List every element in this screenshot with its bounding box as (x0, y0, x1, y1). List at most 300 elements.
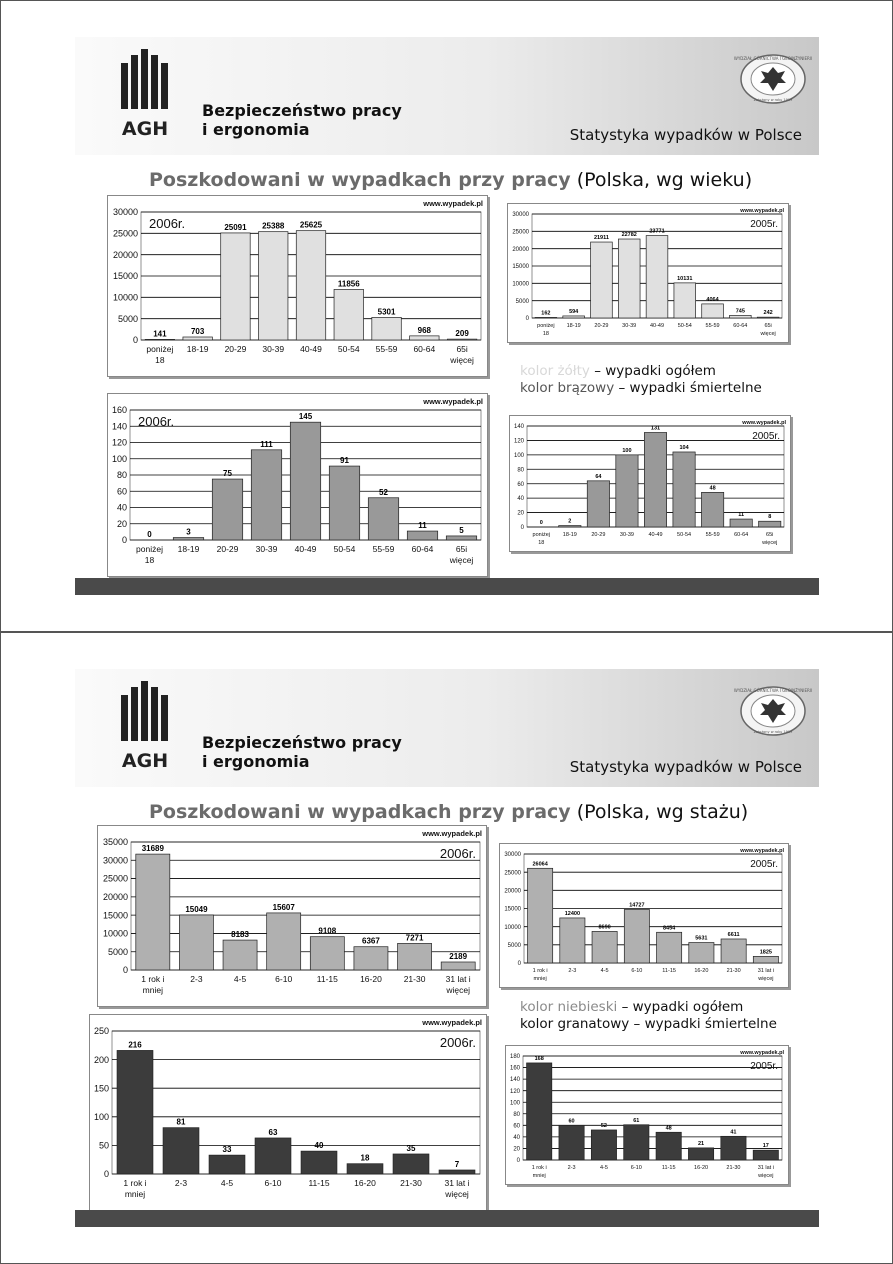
data-label: 6367 (362, 936, 380, 946)
data-label: 5 (459, 525, 464, 535)
data-label: 11856 (337, 279, 360, 289)
x-tick-label: więcej (445, 1189, 469, 1199)
y-tick-label: 20 (517, 510, 524, 517)
y-tick-label: 140 (513, 424, 524, 431)
data-label: 745 (735, 308, 745, 315)
x-tick-label: 65i (766, 532, 774, 538)
x-tick-label: 11-15 (661, 1165, 676, 1171)
x-tick-label: 31 lat i (445, 974, 471, 984)
x-tick-label: 55-59 (705, 532, 720, 538)
faculty-seal-icon (733, 685, 813, 737)
data-label: 48 (665, 1125, 672, 1132)
x-tick-label: mniej (532, 1173, 546, 1179)
x-tick-label: 16-20 (360, 974, 382, 984)
y-tick-label: 10000 (512, 281, 529, 288)
legend-rest-1: – wypadki ogółem (589, 363, 716, 379)
seal-subtext: Założony w roku 1919 (753, 730, 793, 734)
x-tick-label: 4-5 (599, 1165, 608, 1171)
data-label: 0 (147, 530, 152, 539)
data-label: 141 (153, 329, 167, 339)
x-tick-label: mniej (533, 976, 547, 982)
x-tick-label: 20-29 (216, 544, 239, 554)
data-label: 81 (176, 1117, 186, 1127)
data-label: 9108 (318, 926, 337, 936)
x-tick-label: mniej (142, 985, 163, 995)
x-tick-label: 40-49 (648, 532, 663, 538)
y-tick-label: 0 (516, 1158, 520, 1165)
y-tick-label: 15000 (102, 910, 128, 921)
data-label: 8454 (663, 925, 676, 932)
y-tick-label: 50 (98, 1140, 109, 1151)
logo-text: AGH (121, 750, 169, 772)
data-label: 52 (600, 1122, 607, 1129)
data-label: 5301 (377, 307, 396, 317)
data-label: 21 (698, 1140, 705, 1147)
x-tick-label: 50-54 (677, 323, 692, 329)
data-label: 26064 (532, 861, 548, 868)
bar (757, 317, 779, 318)
y-tick-label: 0 (103, 1169, 109, 1180)
footer-bar (75, 1210, 819, 1227)
x-tick-label: 21-30 (726, 968, 741, 974)
bar (528, 868, 553, 963)
data-label: 594 (569, 308, 579, 315)
bar (559, 526, 581, 527)
y-tick-label: 120 (509, 1088, 520, 1095)
x-tick-label: 60-64 (734, 532, 749, 538)
y-tick-label: 0 (122, 965, 128, 976)
agh-logo-icon (117, 49, 173, 139)
y-tick-label: 10000 (112, 292, 138, 303)
legend (520, 999, 777, 1033)
source-label: www.wypadek.pl (423, 199, 483, 208)
y-tick-label: 20000 (102, 892, 128, 903)
y-tick-label: 25000 (102, 873, 128, 884)
header-subtitle: Statystyka wypadków w Polsce (569, 126, 802, 144)
data-label: 61 (633, 1117, 640, 1124)
y-tick-label: 30000 (512, 212, 529, 219)
y-tick-label: 5000 (107, 946, 128, 957)
y-tick-label: 30000 (504, 852, 521, 859)
y-tick-label: 200 (93, 1054, 109, 1065)
x-tick-label: 1 rok i (141, 974, 165, 984)
y-tick-label: 100 (111, 453, 127, 464)
bar (560, 918, 585, 963)
x-tick-label: 2-3 (174, 1178, 188, 1188)
data-label: 40 (314, 1141, 324, 1151)
bar (258, 232, 287, 340)
data-label: 6611 (727, 931, 740, 938)
y-tick-label: 20 (116, 518, 127, 529)
seal-subtext: Założony w roku 1919 (753, 98, 793, 102)
y-tick-label: 100 (93, 1111, 109, 1122)
y-tick-label: 140 (111, 421, 127, 432)
x-tick-label: 65i (456, 344, 468, 354)
data-label: 12400 (564, 910, 581, 917)
year-label: 2006r. (439, 846, 476, 861)
x-tick-label: 16-20 (694, 1165, 709, 1171)
data-label: 33 (222, 1145, 232, 1155)
bar (410, 336, 439, 340)
legend-line-2 (520, 380, 762, 397)
source-label: www.wypadek.pl (740, 208, 784, 214)
y-tick-label: 10000 (102, 928, 128, 939)
data-label: 35 (406, 1143, 416, 1153)
data-label: 0 (539, 520, 543, 526)
y-tick-label: 25000 (112, 228, 138, 239)
x-tick-label: 18-19 (177, 544, 200, 554)
slide-title (149, 801, 748, 823)
x-tick-label: 18 (538, 540, 545, 546)
bar (255, 1138, 291, 1174)
legend-rest-2: – wypadki śmiertelne (629, 1016, 777, 1032)
x-tick-label: 31 lat i (757, 968, 774, 974)
x-tick-label: 50-54 (333, 544, 356, 554)
bar (618, 239, 640, 318)
bar (329, 466, 359, 540)
data-label: 703 (190, 327, 205, 337)
bar (591, 1130, 616, 1160)
x-tick-label: 6-10 (630, 1165, 642, 1171)
y-tick-label: 5000 (507, 942, 521, 949)
legend-line-1 (520, 363, 762, 380)
legend-line-2 (520, 1016, 777, 1033)
bar (441, 962, 475, 970)
y-tick-label: 60 (116, 486, 127, 497)
y-tick-label: 0 (132, 335, 138, 346)
legend-color-word-2: kolor brązowy (520, 380, 615, 396)
data-label: 23771 (649, 228, 665, 235)
header-title (202, 101, 402, 139)
x-tick-label: więcej (446, 985, 470, 995)
x-tick-label: 20-29 (224, 344, 247, 354)
chart-age-2005-total (507, 203, 789, 343)
data-label: 18 (360, 1153, 370, 1163)
chart-tenure-2005-fatal (505, 1045, 789, 1185)
x-tick-label: 21-30 (403, 974, 426, 984)
x-tick-label: 4-5 (233, 974, 247, 984)
data-label: 25625 (299, 220, 323, 230)
data-label: 100 (622, 447, 632, 454)
x-tick-label: 40-49 (649, 323, 665, 329)
y-tick-label: 30000 (112, 207, 138, 218)
bar (223, 940, 257, 970)
bar (251, 450, 281, 540)
data-label: 968 (417, 325, 432, 335)
bar (173, 538, 203, 540)
x-tick-label: 2-3 (568, 968, 577, 974)
slide-title-main: Poszkodowani w wypadkach przy pracy (149, 801, 571, 823)
y-tick-label: 160 (111, 405, 127, 416)
x-tick-label: więcej (762, 540, 778, 546)
chart-tenure-2006-total (97, 825, 487, 1007)
bar (656, 1132, 681, 1160)
logo-text: AGH (121, 118, 169, 140)
x-tick-label: więcej (758, 976, 774, 982)
y-tick-label: 120 (111, 437, 127, 448)
x-tick-label: mniej (124, 1189, 146, 1199)
x-tick-label: 6-10 (275, 974, 293, 984)
data-label: 75 (223, 469, 232, 479)
data-label: 111 (260, 439, 273, 449)
year-label: 2005r. (752, 431, 780, 442)
y-tick-label: 40 (513, 1134, 520, 1141)
y-tick-label: 10000 (504, 924, 521, 931)
bar (447, 339, 476, 340)
bar (310, 937, 344, 970)
x-tick-label: 60-64 (411, 544, 434, 554)
x-tick-label: 21-30 (726, 1165, 741, 1171)
x-tick-label: więcej (450, 355, 474, 365)
y-tick-label: 60 (517, 481, 524, 488)
y-tick-label: 120 (513, 438, 524, 445)
data-label: 3 (186, 527, 191, 537)
data-label: 2189 (449, 951, 468, 961)
header-subtitle: Statystyka wypadków w Polsce (569, 758, 802, 776)
x-tick-label: 40-49 (300, 344, 322, 354)
y-tick-label: 30000 (102, 855, 128, 866)
y-tick-label: 40 (517, 496, 524, 503)
x-tick-label: więcej (760, 331, 776, 337)
bar (145, 339, 174, 340)
bar (347, 1164, 383, 1174)
bar (368, 498, 398, 540)
x-tick-label: 6-10 (631, 968, 643, 974)
data-label: 60 (568, 1118, 575, 1125)
bar (179, 915, 213, 970)
y-tick-label: 5000 (117, 313, 138, 324)
bar (267, 913, 301, 970)
bar (753, 1150, 778, 1160)
bar (439, 1170, 475, 1174)
bar (701, 492, 723, 527)
bar (183, 337, 212, 340)
legend (520, 363, 762, 397)
bar (674, 283, 696, 318)
x-tick-label: 18-19 (562, 532, 577, 538)
data-label: 63 (268, 1127, 278, 1137)
x-tick-label: 1 rok i (532, 968, 548, 974)
chart-tenure-2005-total (499, 843, 789, 988)
data-label: 25091 (224, 222, 247, 232)
y-tick-label: 250 (93, 1026, 109, 1037)
x-tick-label: 30-39 (255, 544, 278, 554)
x-tick-label: 65i (764, 323, 772, 329)
bar (563, 316, 585, 318)
bar (616, 455, 638, 527)
x-tick-label: poniżej (532, 532, 550, 538)
x-tick-label: więcej (449, 555, 474, 565)
bar (535, 317, 557, 318)
x-tick-label: więcej (758, 1173, 774, 1179)
x-tick-label: 2-3 (567, 1165, 576, 1171)
slide-title-main: Poszkodowani w wypadkach przy pracy (149, 169, 571, 191)
x-tick-label: 11-15 (662, 968, 676, 974)
source-label: www.wypadek.pl (422, 829, 482, 838)
data-label: 8 (768, 514, 772, 521)
x-tick-label: 6-10 (264, 1178, 282, 1188)
year-label: 2005r. (750, 859, 778, 870)
x-tick-label: 11-15 (308, 1178, 330, 1188)
data-label: 5631 (695, 935, 708, 942)
bar (730, 315, 752, 318)
data-label: 14727 (629, 902, 645, 909)
x-tick-label: 2-3 (190, 974, 203, 984)
y-tick-label: 15000 (512, 264, 529, 271)
y-tick-label: 15000 (504, 906, 521, 913)
bar (221, 233, 250, 340)
y-tick-label: 80 (513, 1111, 520, 1118)
year-label: 2006r. (439, 1035, 476, 1050)
header-title-line2: i ergonomia (202, 120, 310, 139)
legend-color-word-2: kolor granatowy (520, 1016, 630, 1032)
bar (398, 943, 432, 970)
bar (407, 531, 437, 540)
bar (301, 1151, 337, 1174)
y-tick-label: 80 (517, 467, 524, 474)
agh-logo-icon (117, 681, 173, 771)
y-tick-label: 40 (116, 502, 127, 513)
year-label: 2005r. (750, 1061, 778, 1072)
y-tick-label: 100 (509, 1100, 520, 1107)
data-label: 131 (650, 425, 661, 432)
data-label: 7 (454, 1159, 460, 1169)
data-label: 91 (340, 456, 349, 466)
y-tick-label: 20 (513, 1146, 520, 1153)
data-label: 216 (128, 1040, 142, 1050)
year-label: 2006r. (138, 414, 175, 429)
footer-bar (75, 578, 819, 595)
bar (117, 1050, 153, 1174)
chart-tenure-2006-fatal (89, 1014, 487, 1211)
header-title-line1: Bezpieczeństwo pracy (202, 733, 402, 752)
data-label: 8690 (598, 924, 611, 931)
y-tick-label: 160 (509, 1065, 520, 1072)
bar (591, 242, 613, 318)
x-tick-label: 20-29 (591, 532, 606, 538)
seal-text: WYDZIAŁ GÓRNICTWA I GEOINŻYNIERII (733, 56, 813, 61)
x-tick-label: 55-59 (375, 344, 398, 354)
legend-line-1 (520, 999, 777, 1016)
bar (209, 1155, 245, 1174)
chart-age-2006-fatal (107, 393, 488, 577)
chart-age-2006-total (107, 195, 488, 377)
source-label: www.wypadek.pl (742, 420, 786, 426)
x-tick-label: 30-39 (262, 344, 285, 354)
bar (212, 479, 242, 540)
x-tick-label: 50-54 (677, 532, 692, 538)
y-tick-label: 140 (509, 1077, 520, 1084)
slide-title (149, 169, 752, 191)
header-title (202, 733, 402, 771)
seal-text: WYDZIAŁ GÓRNICTWA I GEOINŻYNIERII (733, 688, 813, 693)
x-tick-label: 60-64 (413, 344, 436, 354)
x-tick-label: 30-39 (619, 532, 634, 538)
y-tick-label: 35000 (102, 837, 128, 848)
data-label: 25388 (262, 221, 285, 231)
bar (689, 943, 714, 963)
x-tick-label: 50-54 (337, 344, 360, 354)
x-tick-label: 31 lat i (757, 1165, 774, 1171)
header-title-line1: Bezpieczeństwo pracy (202, 101, 402, 120)
x-tick-label: 18 (542, 331, 549, 337)
y-tick-label: 5000 (515, 298, 529, 305)
bar (372, 317, 401, 340)
x-tick-label: 18 (144, 555, 155, 565)
x-tick-label: 18-19 (566, 323, 581, 329)
data-label: 11 (418, 521, 427, 531)
data-label: 104 (679, 444, 689, 451)
x-tick-label: 20-29 (594, 323, 609, 329)
data-label: 41 (730, 1129, 737, 1136)
bar (334, 289, 363, 340)
data-label: 168 (534, 1055, 544, 1062)
legend-color-word-1: kolor żółty (520, 363, 590, 379)
x-tick-label: 55-59 (372, 544, 395, 554)
y-tick-label: 0 (121, 535, 127, 546)
data-label: 242 (763, 310, 773, 317)
y-tick-label: 60 (513, 1123, 520, 1130)
year-label: 2005r. (750, 219, 778, 230)
data-label: 7271 (405, 933, 424, 943)
y-tick-label: 15000 (112, 271, 138, 282)
x-tick-label: 18-19 (186, 344, 209, 354)
y-tick-label: 100 (513, 452, 524, 459)
x-tick-label: poniżej (136, 544, 163, 554)
bar (163, 1128, 199, 1174)
y-tick-label: 0 (517, 961, 521, 968)
bar (296, 231, 325, 340)
bar (657, 932, 682, 963)
bar (559, 1125, 584, 1160)
x-tick-label: 4-5 (220, 1178, 234, 1188)
data-label: 21911 (593, 235, 609, 242)
data-label: 48 (709, 485, 716, 492)
data-label: 1825 (759, 949, 772, 956)
bar (527, 1063, 552, 1160)
x-tick-label: 1 rok i (531, 1165, 547, 1171)
y-tick-label: 0 (520, 525, 524, 532)
data-label: 52 (379, 487, 388, 497)
source-label: www.wypadek.pl (740, 1050, 784, 1056)
bar (688, 1148, 713, 1160)
legend-color-word-1: kolor niebieski (520, 999, 618, 1015)
x-tick-label: 31 lat i (444, 1178, 470, 1188)
x-tick-label: 55-59 (705, 323, 720, 329)
bar (136, 854, 170, 970)
x-tick-label: 11-15 (316, 974, 338, 984)
x-tick-label: poniżej (146, 344, 174, 354)
source-label: www.wypadek.pl (423, 397, 483, 406)
bar (624, 1125, 649, 1160)
bar (592, 931, 617, 963)
y-tick-label: 20000 (512, 246, 529, 253)
legend-rest-1: – wypadki ogółem (617, 999, 744, 1015)
bar (753, 956, 778, 963)
faculty-seal-icon (733, 53, 813, 105)
data-label: 15607 (272, 902, 295, 912)
slide-title-paren: (Polska, wg wieku) (570, 169, 753, 191)
x-tick-label: 21-30 (400, 1178, 422, 1188)
data-label: 64 (595, 473, 602, 480)
y-tick-label: 25000 (504, 870, 521, 877)
data-label: 11 (738, 512, 745, 519)
x-tick-label: 16-20 (694, 968, 709, 974)
bar (624, 909, 649, 963)
header-title-line2: i ergonomia (202, 752, 310, 771)
data-label: 145 (298, 412, 313, 422)
data-label: 8183 (231, 930, 249, 940)
